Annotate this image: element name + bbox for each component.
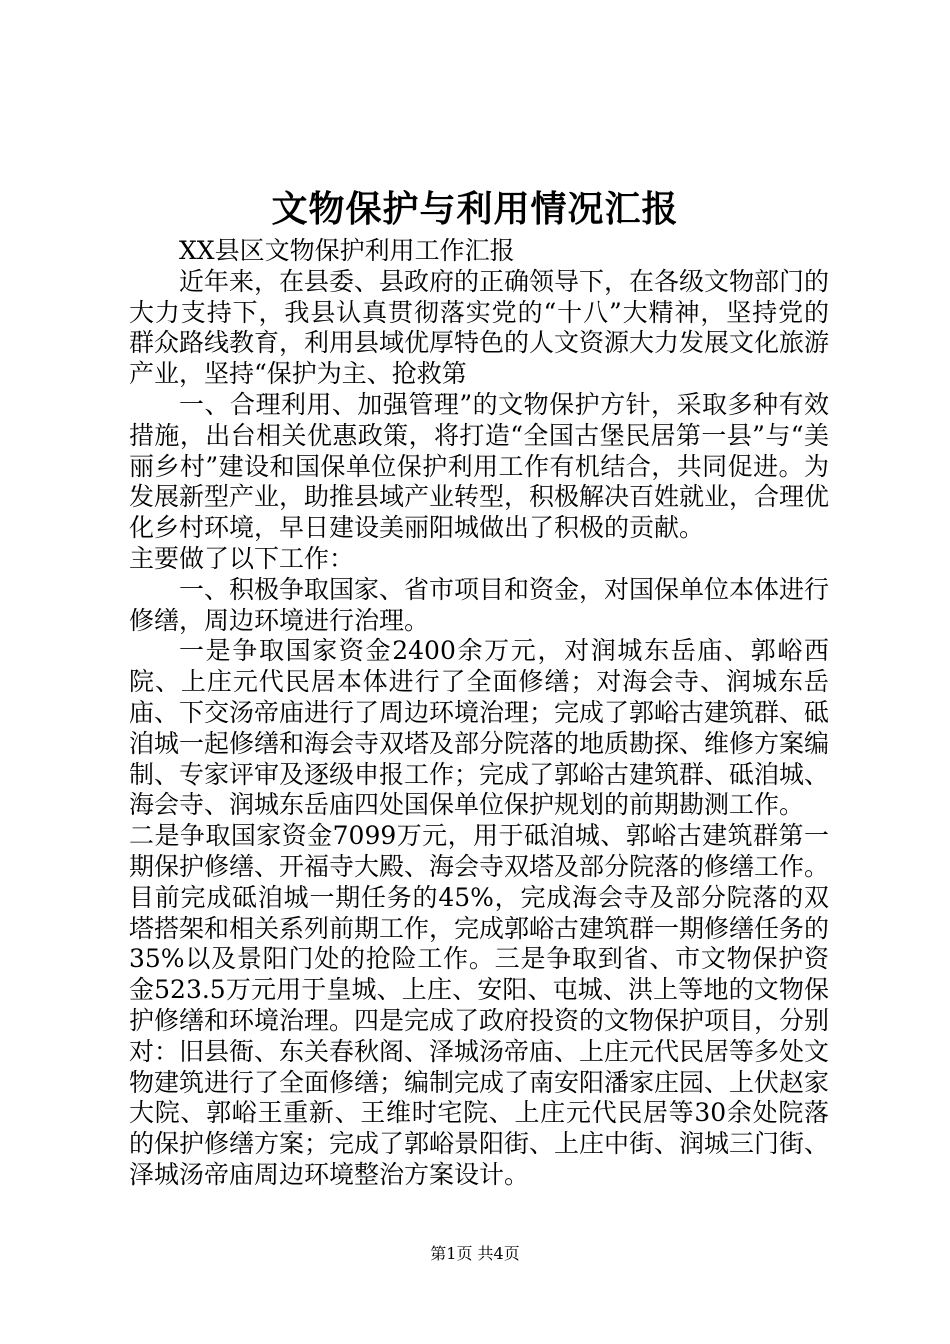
paragraph-item-two: 二是争取国家资金7099万元，用于砥洎城、郭峪古建筑群第一期保护修缮、开福寺大殿、海会寺双塔及部分院落的修缮工作。目前完成砥洎城一期任务的45%，完成海会寺及部分院落的双塔搭架和相关系列前期工作，完成郭峪古建筑群一期修缮任务的35%以及景阳门处的抢险工作。三是争取到省、市文物保护资金523.5万元用于皇城、上庄、安阳、屯城、洪上等地的文物保护修缮和环境治理。四是完成了政府投资的文物保护项目，分别对：旧县衙、东关春秋阁、泽城汤帝庙、上庄元代民居等多处文物建筑进行了全面修缮；编制完成了南安阳潘家庄园、上伏赵家大院、郭峪王重新、王维时宅院、上庄元代民居等30余处院落的保护修缮方案；完成了郭峪景阳街、上庄中街、润城三门街、泽城汤帝庙周边环境整治方案设计。 — [129, 821, 830, 1189]
document-title: 文物保护与利用情况汇报 — [271, 188, 679, 230]
paragraph-intro: 近年来，在县委、县政府的正确领导下，在各级文物部门的大力支持下，我县认真贯彻落实党的“十八”大精神，坚持党的群众路线教育，利用县域优厚特色的人文资源大力发展文化旅游产业，坚持“保护为主、抢救第 — [129, 266, 830, 389]
document-body — [129, 236, 829, 1191]
paragraph-main-work: 主要做了以下工作： — [129, 543, 355, 573]
paragraph-section-one: 一、积极争取国家、省市项目和资金，对国保单位本体进行修缮，周边环境进行治理。 — [129, 574, 830, 635]
page-footer: 第1页 共4页 — [430, 1244, 520, 1263]
paragraph-subtitle: XX县区文物保护利用工作汇报 — [179, 236, 515, 265]
paragraph-policy: 一、合理利用、加强管理”的文物保护方针，采取多种有效措施，出台相关优惠政策，将打造“全国古堡民居第一县”与“美丽乡村”建设和国保单位保护利用工作有机结合，共同促进。为发展新型产业，助推县域产业转型，积极解决百姓就业，合理优化乡村环境，早日建设美丽阳城做出了积极的贡献。 — [129, 389, 830, 543]
paragraph-item-one: 一是争取国家资金2400余万元，对润城东岳庙、郭峪西院、上庄元代民居本体进行了全面修缮；对海会寺、润城东岳庙、下交汤帝庙进行了周边环境治理；完成了郭峪古建筑群、砥洎城一起修缮和海会寺双塔及部分院落的地质勘探、维修方案编制、专家评审及逐级申报工作；完成了郭峪古建筑群、砥洎城、海会寺、润城东岳庙四处国保单位保护规划的前期勘测工作。 — [129, 636, 830, 820]
